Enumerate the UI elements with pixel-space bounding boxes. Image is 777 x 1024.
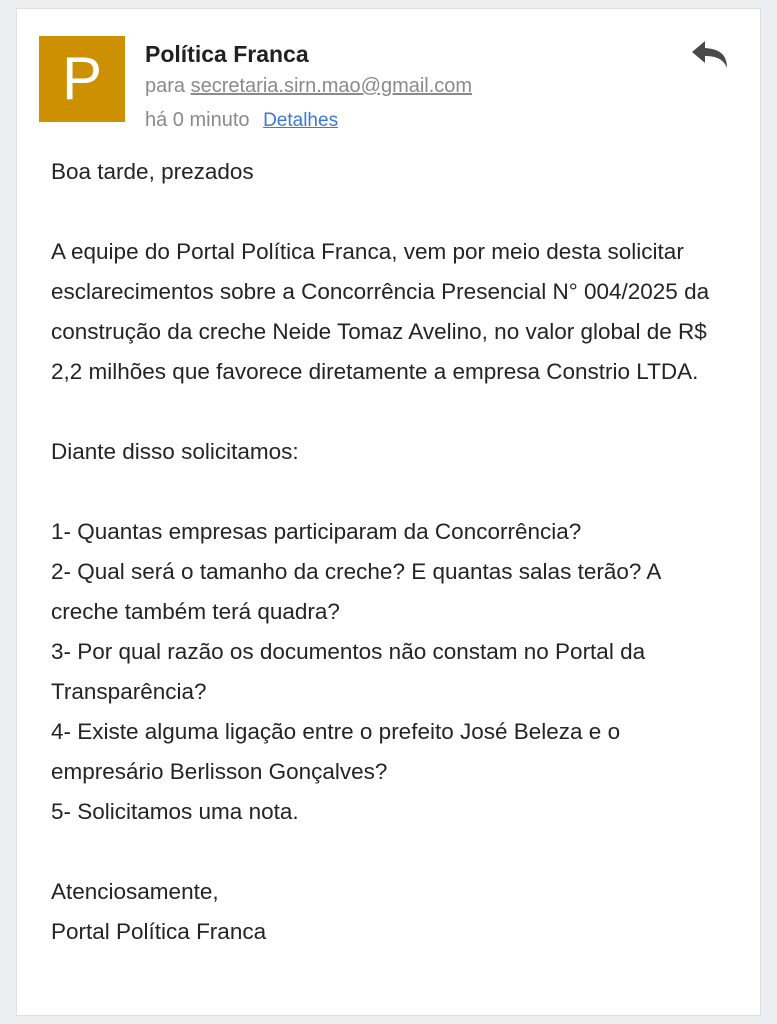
list-item: 5- Solicitamos uma nota. (51, 799, 299, 824)
list-item: 3- Por qual razão os documentos não constam no Portal da Transparência? (51, 639, 646, 704)
recipient-prefix: para (145, 75, 186, 97)
recipient-address[interactable]: secretaria.sirn.mao@gmail.com (190, 75, 473, 97)
reply-arrow-icon[interactable] (688, 35, 732, 75)
body-greeting: Boa tarde, prezados (51, 159, 254, 184)
timestamp: há 0 minuto (145, 109, 250, 131)
list-item: 4- Existe alguma ligação entre o prefeito José Beleza e o empresário Berlisson Gonçalves? (51, 719, 621, 784)
body-intro: A equipe do Portal Política Franca, vem por meio desta solicitar esclarecimentos sobre a Concorrência Presencial N° 004/2025 da construção da creche Neide Tomaz Avelino, no valor global de R$ 2,2 milhões que favorece diretamente a empresa Constrio LTDA. (51, 239, 710, 384)
body-signature-block (51, 872, 726, 952)
body-request-lead: Diante disso solicitamos: (51, 439, 299, 464)
email-message-card (16, 8, 761, 1016)
list-item: 1- Quantas empresas participaram da Concorrência? (51, 519, 582, 544)
sender-name: Política Franca (145, 41, 309, 67)
body-signature: Portal Política Franca (51, 919, 267, 944)
timestamp-line (145, 107, 738, 134)
recipient-line (145, 73, 738, 99)
email-body (17, 134, 760, 952)
body-question-list (51, 512, 726, 832)
list-item: 2- Qual será o tamanho da creche? E quantas salas terão? A creche também terá quadra? (51, 559, 661, 624)
body-closing: Atenciosamente, (51, 879, 219, 904)
email-header (17, 9, 760, 134)
email-header-text (145, 36, 738, 134)
details-link[interactable]: Detalhes (263, 110, 339, 131)
avatar: P (39, 36, 125, 122)
